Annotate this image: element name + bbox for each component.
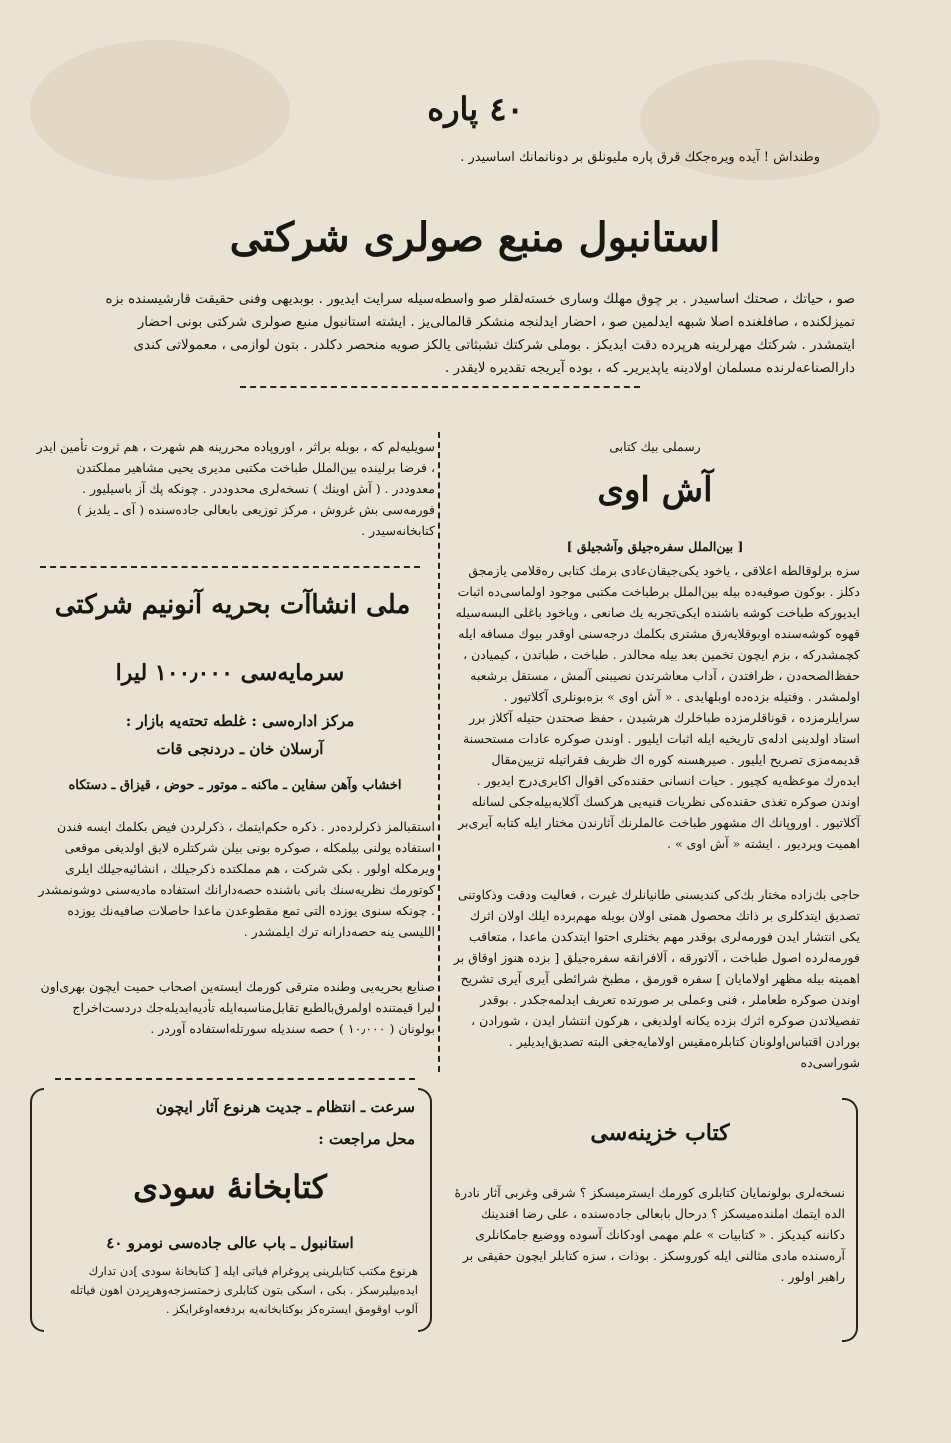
paper-stain [30, 40, 290, 180]
library-body: نسخه‌لری بولونمايان كتابلری كورمك ايسترميسكز ؟ شرقی وغربی آثار نادرهٔ الده ايتمك املنده‌ميسكز ؟ درحال بابعالی جاده‌سنده ، علی رضا افندينك دكاننه كيديكز . « كتابيات » علم مهمی اودكانك آسوده ووضيع جامكانلری آره‌سنده مادی مثالنی ايله كوروسكز . بوذات ، سزه كتابلر ايچون حقيقی بر راهبر اولور . [454, 1185, 845, 1284]
price-heading: ٤٠ پاره [427, 90, 524, 128]
section-divider [240, 386, 640, 388]
section-divider [40, 566, 420, 568]
shipbuilding-title: ملی انشاآت بحريه آنونيم شركتی [54, 590, 411, 620]
shipbuilding-address-floor: آرسلان خان ـ دردنجی قات [156, 740, 324, 758]
left-brace [30, 1088, 44, 1332]
cookbook-body: سزه برلوقالطه اعلاقی ، ياخود يكی‌جيقان‌عادی برمك كتابی ره‌قلامی يازمجق دكلز . بوكون صوفيه‌ده بيله بين‌الملل برطباخت مكتبی موجود اولماسی‌ده اثبات ايديوركه طباخت كوشه باشنده ايكی‌تجربه يك صانعی ، وياخود باغلی البسه‌سيله قهوه كوشه‌سنده اوبوقلايه‌رق مشتری بكلمك درجه‌سنی اوقدر بيوك مسافه ايله كچمشدركه ، بزم ايچون تخمين بعد بيله محالدر . طباخت ، طباتدن ، كيميادن ، حفظ‌الصحه‌دن ، ظرافتدن ، آداب معاشرتدن نصيبنی آلمش ، مستقل برشعبه اولمشدر . وفتيله بزده‌ده اوبلهايدی . « آش اوی » بزه‌بونلری آكلاتيور . سرايلرمزده ، قوناقلرمزده طباخلرك هرشيدن ، حفظ صحتدن حتيله آكلاز برر استاد اولدينی ادله‌ی تاريخيه ايله اثبات ايليور . اوندن صوكره عادات مستحسنة قديمه‌مزی تصريح ايليور . صيرهسنه كوره اك ظريف فقراتيله تزيين‌مقال ايده‌رك موعظه‌يه كچيور . حيات انسانی حقنده‌كی اقوال اكابری‌درج ايديور . اوندن صوكره تغذی حقنده‌كی نظريات فنيه‌يی هركسك آكلايه‌بيله‌جكی لسانله آكلاتيور . اوروپانك اك مشهور طباخت عالملرنك آثارندن مختار ايله كتابه آيری‌بر اهميت ويرديور . ايشته « آش اوی » . [455, 563, 860, 851]
water-company-body: صو ، حیاتك ، صحتك اساسیدر . بر چوق مهلك وساری خسته‌لقلر صو واسطه‌سيله سرايت ايديور . بوبديهی وفنی حقيقت قارشیسنده بزه تميزلكنده ، صافلغنده اصلا شبهه ايدلمين صو ، احضار ايدلنجه منشكر قالمالی‌يز . ايشته استانبول منبع صولری شركتی بونی احضار ايتمشدر . شركتك مهرلرينه هرپرده دقت ايديكز . بوملی شركتك تشبثاتی يالكز صويه منحصر دكلدر . بتون لوازمی ، معمولاتی كندی دارالصناعه‌لرنده مسلمان اولادينه ياپديريرـ كه ، بوده آيريجه تقديره لايقدر . [105, 291, 855, 376]
bookstore-body: هرنوع مكتب كتابلرينی پروغرام فياتی ايله [ كتابخانهٔ سودی ]دن تدارك ايده‌بيليرسكز . بكی ، اسكی بتون كتابلری زحمتسزجه‌وهرپردن اهون فياتله آلوب اوقومق ايستره‌كز بوكتابخانه‌يه بردفعه‌اوغرايكز . [69, 1264, 418, 1316]
water-company-title: استانبول منبع صولری شركتی [229, 214, 721, 261]
bookstore-name: كتابخانهٔ سودی [133, 1168, 327, 1206]
cookbook-kicker: رسملی بيك كتابی [609, 439, 701, 454]
cookbook-body-continued: حاجی بك‌زاده مختار بك‌كی كنديسنی طانيانلرك غيرت ، فعاليت ودقت وذكاوتنی تصديق ايتدكلری بر ذاتك محصول همتی اولان بويله مهم‌بر‌ده ايلك اولان اثرك يكی انتشار ايدن فورمه‌لری بوقدر مهم بختلری احتوا ايتدكدن ماعدا ، متعاقب فورمه‌لرده اصول طباخت ، آلاتورقه ، آلافرانقه سفره‌جيلق [ بزده هنوز اوقاق بر اهميته بيله مظهر اولامايان ] سفره قورمق ، مطبخ شرائطی آيری آيری تشريح اوندن صوكره طعاملر ، فنی وعملی بر صورتده تعريف ايدلمه‌جكدر . بوقدر تفصيلاتدن صوكره اثرك بزده يكانه اولديغی ، هركون انتشار ايدن ، شورادن ، بورادن اقتباس‌اولونان كتابلره‌مقيس اولامايه‌جغی البته تصديق‌ايديلير . شوراسی‌ده [453, 887, 860, 1070]
cookbook-subtitle: [ بين‌الملل سفره‌جيلق وآشجيلق ] [566, 539, 744, 554]
cookbook-title: آش اوی [597, 470, 713, 510]
bookstore-tagline: سرعت ـ انتظام ـ جديت هرنوع آثار ايچون [156, 1098, 415, 1116]
cookbook-continued-body: سويليه‌لم كه ، بوبله براثر ، اوروپاده محررينه هم شهرت ، هم ثروت تأمين ايدر ، فرضا برلينده بين‌الملل طباخت مكتبی مديری يحيی مشاهير مملكتدن معدوددر . ( آش اوينك ) نسخه‌لری محدوددر . چونكه پك آز باسيليور . فورمه‌سی بش غروش ، مركز توزيعی بابعالی جاده‌سنده ( آی ـ يلديز ) كتابخانه‌سيدر . [36, 439, 435, 538]
bookstore-address: استانبول ـ باب عالی جاده‌سی نومرو ٤٠ [106, 1234, 354, 1252]
column-divider [438, 432, 440, 1072]
shipbuilding-products: اخشاب وآهن سفاين ـ ماكنه ـ موتور ـ حوض ، قيزاق ـ دستكاه [68, 778, 402, 793]
shipbuilding-capital: سرمايه‌سی ۱۰۰٫۰۰۰ ليرا [115, 660, 345, 686]
library-title: كتاب خزينه‌سی [590, 1120, 730, 1146]
section-divider [55, 1078, 415, 1080]
shipbuilding-address: مركز اداره‌سی : غلطه تحته‌يه بازار : [125, 712, 355, 730]
right-brace [418, 1088, 432, 1332]
header-tagline: وطنداش ! آيده ويره‌جكك قرق پاره ملیونلق بر دونانمانك اساسیدر . [460, 150, 820, 165]
shipbuilding-offer: صنايع بحريه‌يی وطنده مترقی كورمك ايسته‌ين اصحاب حميت ايچون بهری‌اون ليرا قيمتنده اولمرق‌بالطبع تقابل‌مناسبه‌ايله تأديه‌ايديله‌جك دردست‌اخراج بولونان ( ۱۰٫۰۰۰ ) حصه سنديله سورتله‌استفاده آوردر . [40, 979, 435, 1036]
bookstore-contact-label: محل مراجعت : [318, 1130, 415, 1148]
shipbuilding-body: استقبالمز ذكرلرده‌در . ذكره حكم‌ايتمك ، ذكرلردن فيض بكلمك ايسه فندن استفاده يولنی بيلمكله ، صوكره بونی بيلن شركتلره لايق اولديغی موقعی ويرمكله اولور . بكی شركت ، هم مملكتده ذكرجيلك ، انشائيه‌جيلك ايلری كوتورمك نظريه‌سنك بانی باشنده حصه‌دارانك استفاده ماديه‌سنی دوشونمشدر . چونكه سنوی يوزده التی تمع مقطوعدن ماعدا حاصلات صافيه‌نك يوزده اللیسی ينه حصه‌دارانه ترك ايلمشدر . [38, 819, 435, 939]
